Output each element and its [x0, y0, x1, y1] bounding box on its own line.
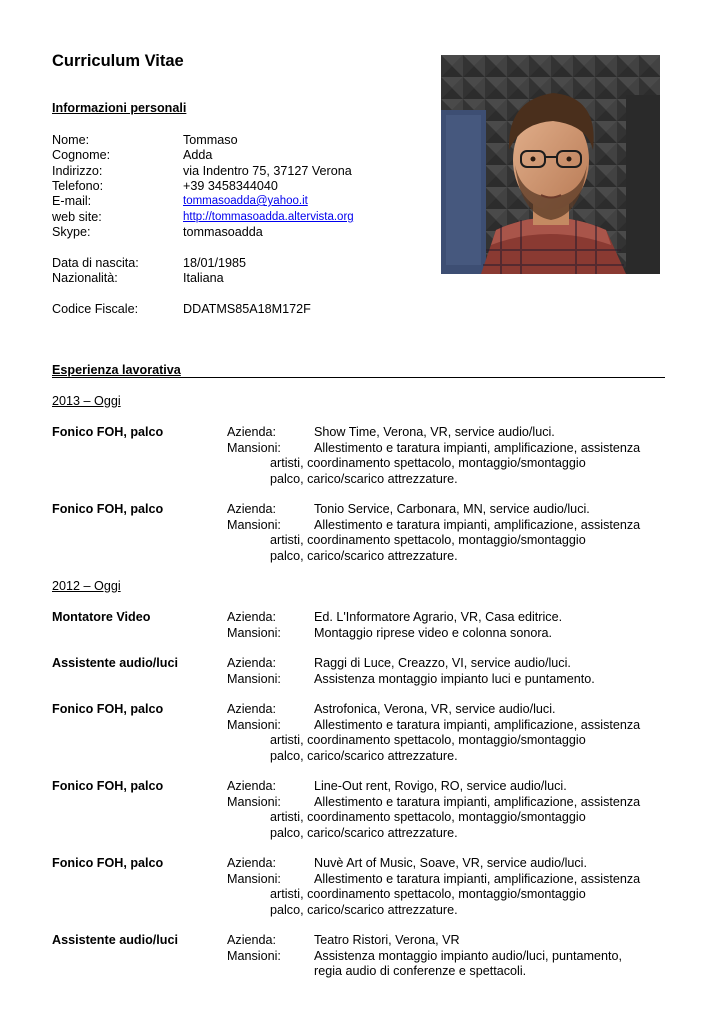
period-label: 2013 – Oggi: [52, 394, 121, 408]
mansioni-label: Mansioni:: [227, 717, 281, 732]
field-label: Telefono:: [52, 179, 104, 193]
azienda-label: Azienda:: [227, 425, 277, 439]
mansioni-value: Allestimento e taratura impianti, amplificazione, assistenza: [314, 517, 641, 532]
azienda-label: Azienda:: [227, 856, 277, 870]
mansioni-continuation: palco, carico/scarico attrezzature.: [270, 825, 458, 840]
azienda-label: Azienda:: [227, 779, 277, 793]
azienda-label: Azienda:: [227, 656, 277, 670]
mansioni-value: Allestimento e taratura impianti, amplificazione, assistenza: [314, 440, 641, 455]
job-role: Montatore Video: [52, 610, 151, 624]
azienda-value: Raggi di Luce, Creazzo, VI, service audio/luci.: [314, 656, 571, 670]
field-label: Skype:: [52, 225, 91, 239]
mansioni-value: Montaggio riprese video e colonna sonora.: [314, 625, 553, 640]
field-label: Nazionalità:: [52, 271, 118, 285]
mansioni-label: Mansioni:: [227, 625, 281, 640]
mansioni-label: Mansioni:: [227, 871, 281, 886]
azienda-value: Tonio Service, Carbonara, MN, service audio/luci.: [314, 502, 590, 516]
azienda-value: Line-Out rent, Rovigo, RO, service audio/luci.: [314, 779, 567, 793]
mansioni-value: Assistenza montaggio impianto luci e puntamento.: [314, 671, 595, 686]
mansioni-value: Allestimento e taratura impianti, amplificazione, assistenza: [314, 717, 641, 732]
mansioni-value: Allestimento e taratura impianti, amplificazione, assistenza: [314, 794, 641, 809]
mansioni-label: Mansioni:: [227, 948, 281, 963]
field-label: E-mail:: [52, 194, 92, 208]
azienda-label: Azienda:: [227, 610, 277, 624]
mansioni-continuation: palco, carico/scarico attrezzature.: [270, 471, 458, 486]
job-role: Fonico FOH, palco: [52, 702, 164, 716]
mansioni-continuation: artisti, coordinamento spettacolo, montaggio/smontaggio: [270, 456, 586, 470]
mansioni-continuation: artisti, coordinamento spettacolo, montaggio/smontaggio: [270, 810, 586, 824]
mansioni-continuation: palco, carico/scarico attrezzature.: [270, 902, 458, 917]
mansioni-continuation: palco, carico/scarico attrezzature.: [270, 748, 458, 763]
email-link[interactable]: tommasoadda@yahoo.it: [183, 195, 308, 207]
field-label: Nome:: [52, 133, 90, 147]
field-label: Codice Fiscale:: [52, 302, 139, 316]
field-value: DDATMS85A18M172F: [183, 302, 311, 316]
job-role: Fonico FOH, palco: [52, 425, 164, 439]
field-value: via Indentro 75, 37127 Verona: [183, 164, 352, 178]
mansioni-continuation: regia audio di conferenze e spettacoli.: [314, 964, 527, 978]
section-divider: [52, 377, 665, 378]
job-role: Assistente audio/luci: [52, 656, 178, 670]
experience-heading: Esperienza lavorativa: [52, 363, 181, 377]
azienda-label: Azienda:: [227, 502, 277, 516]
field-value: Tommaso: [183, 133, 238, 147]
field-label: Cognome:: [52, 148, 111, 162]
azienda-label: Azienda:: [227, 933, 277, 947]
azienda-value: Ed. L'Informatore Agrario, VR, Casa editrice.: [314, 610, 563, 624]
field-value: tommasoadda: [183, 225, 263, 239]
personal-info-heading: Informazioni personali: [52, 101, 187, 115]
field-value: 18/01/1985: [183, 256, 247, 270]
mansioni-continuation: palco, carico/scarico attrezzature.: [270, 548, 458, 563]
period-label: 2012 – Oggi: [52, 579, 121, 593]
field-label: Data di nascita:: [52, 256, 139, 270]
azienda-value: Teatro Ristori, Verona, VR: [314, 933, 460, 947]
azienda-value: Nuvè Art of Music, Soave, VR, service audio/luci.: [314, 856, 587, 870]
job-role: Assistente audio/luci: [52, 933, 178, 947]
azienda-label: Azienda:: [227, 702, 277, 716]
mansioni-continuation: artisti, coordinamento spettacolo, montaggio/smontaggio: [270, 887, 586, 901]
field-value: Italiana: [183, 271, 224, 285]
document-title: Curriculum Vitae: [52, 52, 184, 70]
field-label: Indirizzo:: [52, 164, 103, 178]
field-label: web site:: [52, 210, 102, 224]
azienda-value: Astrofonica, Verona, VR, service audio/luci.: [314, 702, 556, 716]
mansioni-label: Mansioni:: [227, 794, 281, 809]
job-role: Fonico FOH, palco: [52, 502, 164, 516]
mansioni-value: Assistenza montaggio impianto audio/luci, puntamento,: [314, 948, 623, 963]
mansioni-label: Mansioni:: [227, 517, 281, 532]
profile-photo: [441, 55, 660, 274]
job-role: Fonico FOH, palco: [52, 856, 164, 870]
mansioni-label: Mansioni:: [227, 440, 281, 455]
mansioni-label: Mansioni:: [227, 671, 281, 686]
azienda-value: Show Time, Verona, VR, service audio/luci.: [314, 425, 555, 439]
field-value: +39 3458344040: [183, 179, 278, 193]
mansioni-continuation: artisti, coordinamento spettacolo, montaggio/smontaggio: [270, 533, 586, 547]
mansioni-value: Allestimento e taratura impianti, amplificazione, assistenza: [314, 871, 641, 886]
website-link[interactable]: http://tommasoadda.altervista.org: [183, 211, 354, 223]
job-role: Fonico FOH, palco: [52, 779, 164, 793]
mansioni-continuation: artisti, coordinamento spettacolo, montaggio/smontaggio: [270, 733, 586, 747]
field-value: Adda: [183, 148, 213, 162]
